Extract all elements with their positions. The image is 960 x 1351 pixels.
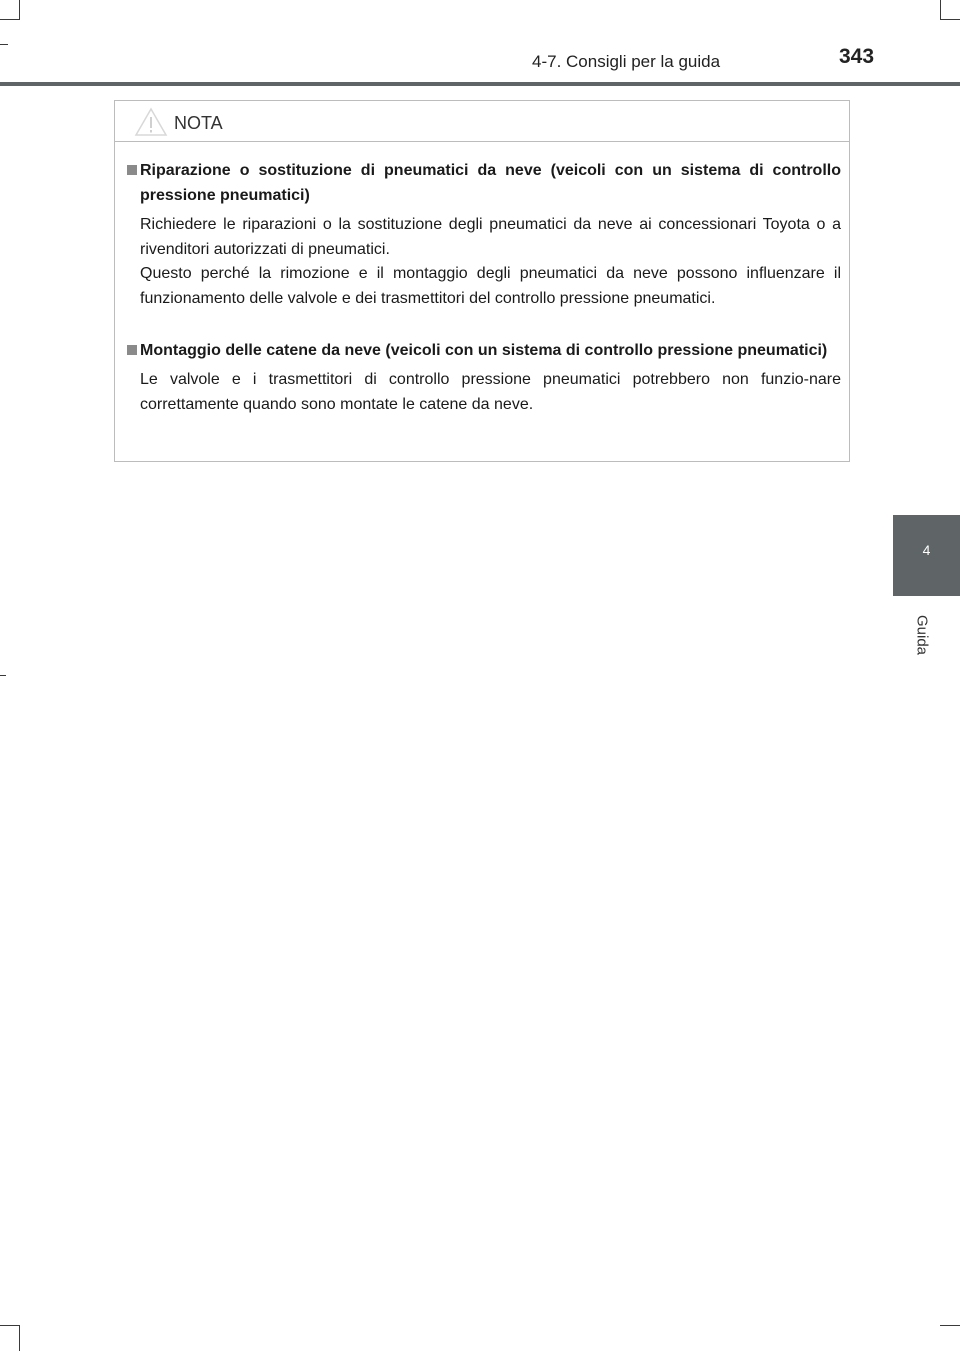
note-item — [127, 158, 841, 311]
note-item-heading: Riparazione o sostituzione di pneumatici da neve (veicoli con un sistema di controllo pressione pneumatici) — [127, 158, 841, 208]
note-item-heading: Montaggio delle catene da neve (veicoli con un sistema di controllo pressione pneumatici) — [127, 338, 841, 363]
bullet-square-icon — [127, 165, 137, 175]
crop-mark — [940, 0, 941, 20]
bullet-square-icon — [127, 345, 137, 355]
crop-mark — [19, 1325, 20, 1351]
note-item-body — [127, 368, 841, 417]
crop-mark — [0, 1325, 20, 1326]
crop-mark — [940, 19, 960, 20]
section-title: 4-7. Consigli per la guida — [532, 52, 721, 71]
note-box — [114, 100, 850, 462]
note-item-body — [127, 213, 841, 311]
warning-triangle-icon — [134, 107, 168, 137]
crop-mark — [940, 1325, 960, 1326]
crop-mark — [0, 19, 20, 20]
header-rule — [0, 82, 960, 86]
chapter-number: 4 — [922, 542, 931, 558]
note-item — [127, 338, 841, 417]
note-paragraph: Richiedere le riparazioni o la sostituzione degli pneumatici da neve ai concessionari Toyota o a rivenditori autorizzati di pneumatici. — [140, 216, 841, 258]
crop-mark — [0, 44, 8, 45]
chapter-label — [912, 605, 932, 665]
note-title: NOTA — [174, 113, 223, 133]
chapter-tab — [893, 515, 960, 596]
page-number: 343 — [839, 45, 875, 68]
note-paragraph: Questo perché la rimozione e il montaggio degli pneumatici da neve possono influenzare il funzionamento delle valvole e dei trasmettitori del controllo pressione pneumatici. — [140, 265, 841, 307]
note-header — [115, 101, 849, 142]
chapter-name: Guida — [913, 614, 931, 656]
crop-mark — [19, 0, 20, 20]
note-paragraph: Le valvole e i trasmettitori di controllo pressione pneumatici potrebbero non funzio-nare correttamente quando sono montate le catene da neve. — [140, 371, 841, 413]
crop-mark — [0, 675, 6, 676]
